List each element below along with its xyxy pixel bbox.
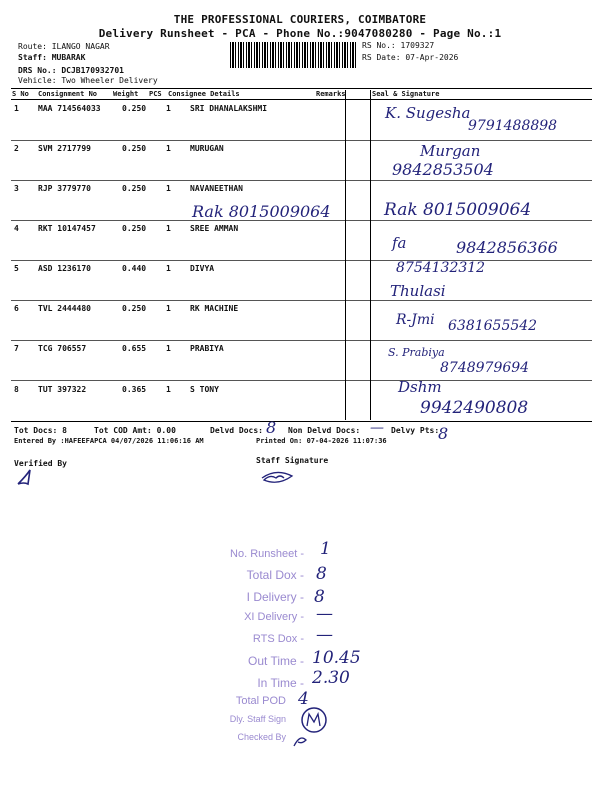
row-divider bbox=[11, 380, 592, 381]
rs-number: RS No.: 1709327 bbox=[362, 41, 435, 50]
stamp-total-dox-label: Total Dox - bbox=[246, 568, 304, 582]
col-header-sno: S No bbox=[12, 90, 29, 98]
vehicle-label: Vehicle: Two Wheeler Delivery bbox=[18, 76, 158, 85]
handwritten-signature: S. Prabiya bbox=[388, 346, 445, 359]
row-consignee: RK MACHINE bbox=[190, 304, 239, 313]
stamp-staff-signature bbox=[290, 700, 334, 750]
row-consignment: TVL 2444480 bbox=[38, 304, 91, 313]
total-docs: Tot Docs: 8 bbox=[14, 426, 67, 435]
non-delivered-docs-label: Non Delvd Docs: bbox=[288, 426, 361, 435]
col-header-remarks: Remarks bbox=[316, 90, 346, 98]
stamp-rts-dox-value: — bbox=[316, 625, 333, 645]
col-header-signature: Seal & Signature bbox=[372, 90, 440, 98]
table-bottom-border bbox=[11, 421, 592, 422]
delivery-points-value: 8 bbox=[438, 424, 449, 443]
non-delivered-docs-value: — bbox=[370, 420, 384, 436]
col-header-consignee: Consignee Details bbox=[168, 90, 240, 98]
row-consignee: SRI DHANALAKSHMI bbox=[190, 104, 268, 113]
delivered-docs-label: Delvd Docs: bbox=[210, 426, 263, 435]
row-pcs: 1 bbox=[166, 184, 171, 193]
stamp-out-time-label: Out Time - bbox=[247, 654, 304, 668]
row-sno: 6 bbox=[14, 304, 19, 313]
row-sno: 2 bbox=[14, 144, 19, 153]
handwritten-signature: R-Jmi bbox=[396, 312, 435, 328]
row-consignee: NAVANEETHAN bbox=[190, 184, 243, 193]
handwritten-phone: 9842856366 bbox=[456, 238, 558, 257]
row-pcs: 1 bbox=[166, 264, 171, 273]
total-cod-amount: Tot COD Amt: 0.00 bbox=[94, 426, 176, 435]
row-consignment: RJP 3779770 bbox=[38, 184, 91, 193]
row-divider bbox=[11, 180, 592, 181]
table-top-border bbox=[11, 88, 592, 89]
column-divider bbox=[345, 90, 346, 420]
stamp-staff-sign-label: Dly. Staff Sign bbox=[229, 714, 286, 724]
handwritten-signature: K. Sugesha bbox=[385, 104, 471, 122]
row-consignee: MURUGAN bbox=[190, 144, 224, 153]
row-sno: 1 bbox=[14, 104, 19, 113]
runsheet-subtitle: Delivery Runsheet - PCA - Phone No.:9047080280 - Page No.:1 bbox=[98, 27, 502, 40]
row-consignment: MAA 714564033 bbox=[38, 104, 101, 113]
row-pcs: 1 bbox=[166, 224, 171, 233]
handwritten-signature: Murgan bbox=[420, 142, 481, 160]
staff-signature-scribble bbox=[258, 466, 298, 488]
verified-by-signature bbox=[14, 468, 44, 488]
row-consignment: RKT 10147457 bbox=[38, 224, 96, 233]
row-weight: 0.655 bbox=[122, 344, 147, 353]
row-weight: 0.440 bbox=[122, 264, 147, 273]
header-bottom-border bbox=[11, 99, 592, 100]
handwritten-phone: 8748979694 bbox=[440, 360, 530, 376]
stamp-rts-dox-label: RTS Dox - bbox=[252, 633, 304, 645]
stamp-checked-by-label: Checked By bbox=[237, 732, 286, 742]
row-divider bbox=[11, 340, 592, 341]
row-pcs: 1 bbox=[166, 304, 171, 313]
row-consignment: SVM 2717799 bbox=[38, 144, 91, 153]
rs-date: RS Date: 07-Apr-2026 bbox=[362, 53, 459, 62]
handwritten-signature: fa bbox=[392, 234, 407, 252]
stamp-runsheet-label: No. Runsheet - bbox=[230, 548, 304, 560]
delivered-docs-value: 8 bbox=[266, 418, 277, 437]
row-pcs: 1 bbox=[166, 104, 171, 113]
row-divider bbox=[11, 140, 592, 141]
row-weight: 0.250 bbox=[122, 104, 147, 113]
printed-on: Printed On: 07-04-2026 11:07:36 bbox=[256, 437, 387, 445]
row-consignment: TUT 397322 bbox=[38, 385, 87, 394]
row-weight: 0.250 bbox=[122, 184, 147, 193]
row-sno: 8 bbox=[14, 385, 19, 394]
stamp-out-time-value: 10.45 bbox=[312, 648, 361, 668]
handwritten-phone: 6381655542 bbox=[448, 318, 538, 334]
handwritten-remark: Rak 8015009064 bbox=[192, 202, 331, 221]
route-label: Route: ILANGO NAGAR bbox=[18, 42, 110, 51]
row-sno: 7 bbox=[14, 344, 19, 353]
stamp-i-delivery-value: 8 bbox=[314, 587, 325, 607]
row-pcs: 1 bbox=[166, 144, 171, 153]
row-pcs: 1 bbox=[166, 344, 171, 353]
row-sno: 3 bbox=[14, 184, 19, 193]
company-title: THE PROFESSIONAL COURIERS, COIMBATORE bbox=[173, 13, 427, 26]
row-divider bbox=[11, 260, 592, 261]
stamp-xi-delivery-label: XI Delivery - bbox=[244, 611, 304, 623]
row-divider bbox=[11, 300, 592, 301]
staff-signature-label: Staff Signature bbox=[256, 456, 329, 465]
row-weight: 0.250 bbox=[122, 224, 147, 233]
handwritten-signature: Rak 8015009064 bbox=[384, 200, 532, 220]
stamp-i-delivery-label: I Delivery - bbox=[246, 590, 304, 604]
handwritten-phone: 8754132312 bbox=[396, 260, 486, 276]
stamp-in-time-label: In Time - bbox=[257, 676, 304, 690]
row-consignee: S TONY bbox=[190, 385, 219, 394]
row-sno: 5 bbox=[14, 264, 19, 273]
column-divider bbox=[370, 90, 371, 420]
row-consignee: PRABIYA bbox=[190, 344, 224, 353]
handwritten-phone: 9791488898 bbox=[468, 118, 558, 134]
handwritten-signature: Thulasi bbox=[390, 282, 446, 300]
stamp-xi-delivery-value: — bbox=[316, 604, 333, 624]
row-weight: 0.250 bbox=[122, 144, 147, 153]
stamp-total-pod-value: 4 bbox=[298, 689, 309, 709]
row-consignee: DIVYA bbox=[190, 264, 215, 273]
handwritten-phone: 9842853504 bbox=[392, 160, 494, 179]
row-weight: 0.365 bbox=[122, 385, 147, 394]
col-header-pcs: PCS bbox=[149, 90, 162, 98]
row-pcs: 1 bbox=[166, 385, 171, 394]
row-consignee: SREE AMMAN bbox=[190, 224, 239, 233]
handwritten-phone: 9942490808 bbox=[420, 398, 529, 418]
barcode bbox=[230, 42, 358, 68]
staff-label: Staff: MUBARAK bbox=[18, 53, 86, 62]
row-consignment: ASD 1236170 bbox=[38, 264, 91, 273]
row-sno: 4 bbox=[14, 224, 19, 233]
entered-by: Entered By :HAFEEFAPCA 04/07/2026 11:06:16 AM bbox=[14, 437, 204, 445]
verified-by-label: Verified By bbox=[14, 459, 67, 468]
delivery-points-label: Delvy Pts: bbox=[391, 426, 440, 435]
stamp-total-pod-label: Total POD bbox=[235, 695, 286, 707]
drs-number: DRS No.: DCJB170932701 bbox=[18, 66, 124, 75]
col-header-consignment: Consignment No bbox=[38, 90, 98, 98]
handwritten-signature: Dshm bbox=[398, 378, 442, 396]
row-weight: 0.250 bbox=[122, 304, 147, 313]
stamp-in-time-value: 2.30 bbox=[312, 668, 350, 688]
row-consignment: TCG 706557 bbox=[38, 344, 87, 353]
col-header-weight: Weight bbox=[113, 90, 139, 98]
stamp-total-dox-value: 8 bbox=[316, 564, 327, 584]
stamp-runsheet-value: 1 bbox=[320, 539, 331, 559]
